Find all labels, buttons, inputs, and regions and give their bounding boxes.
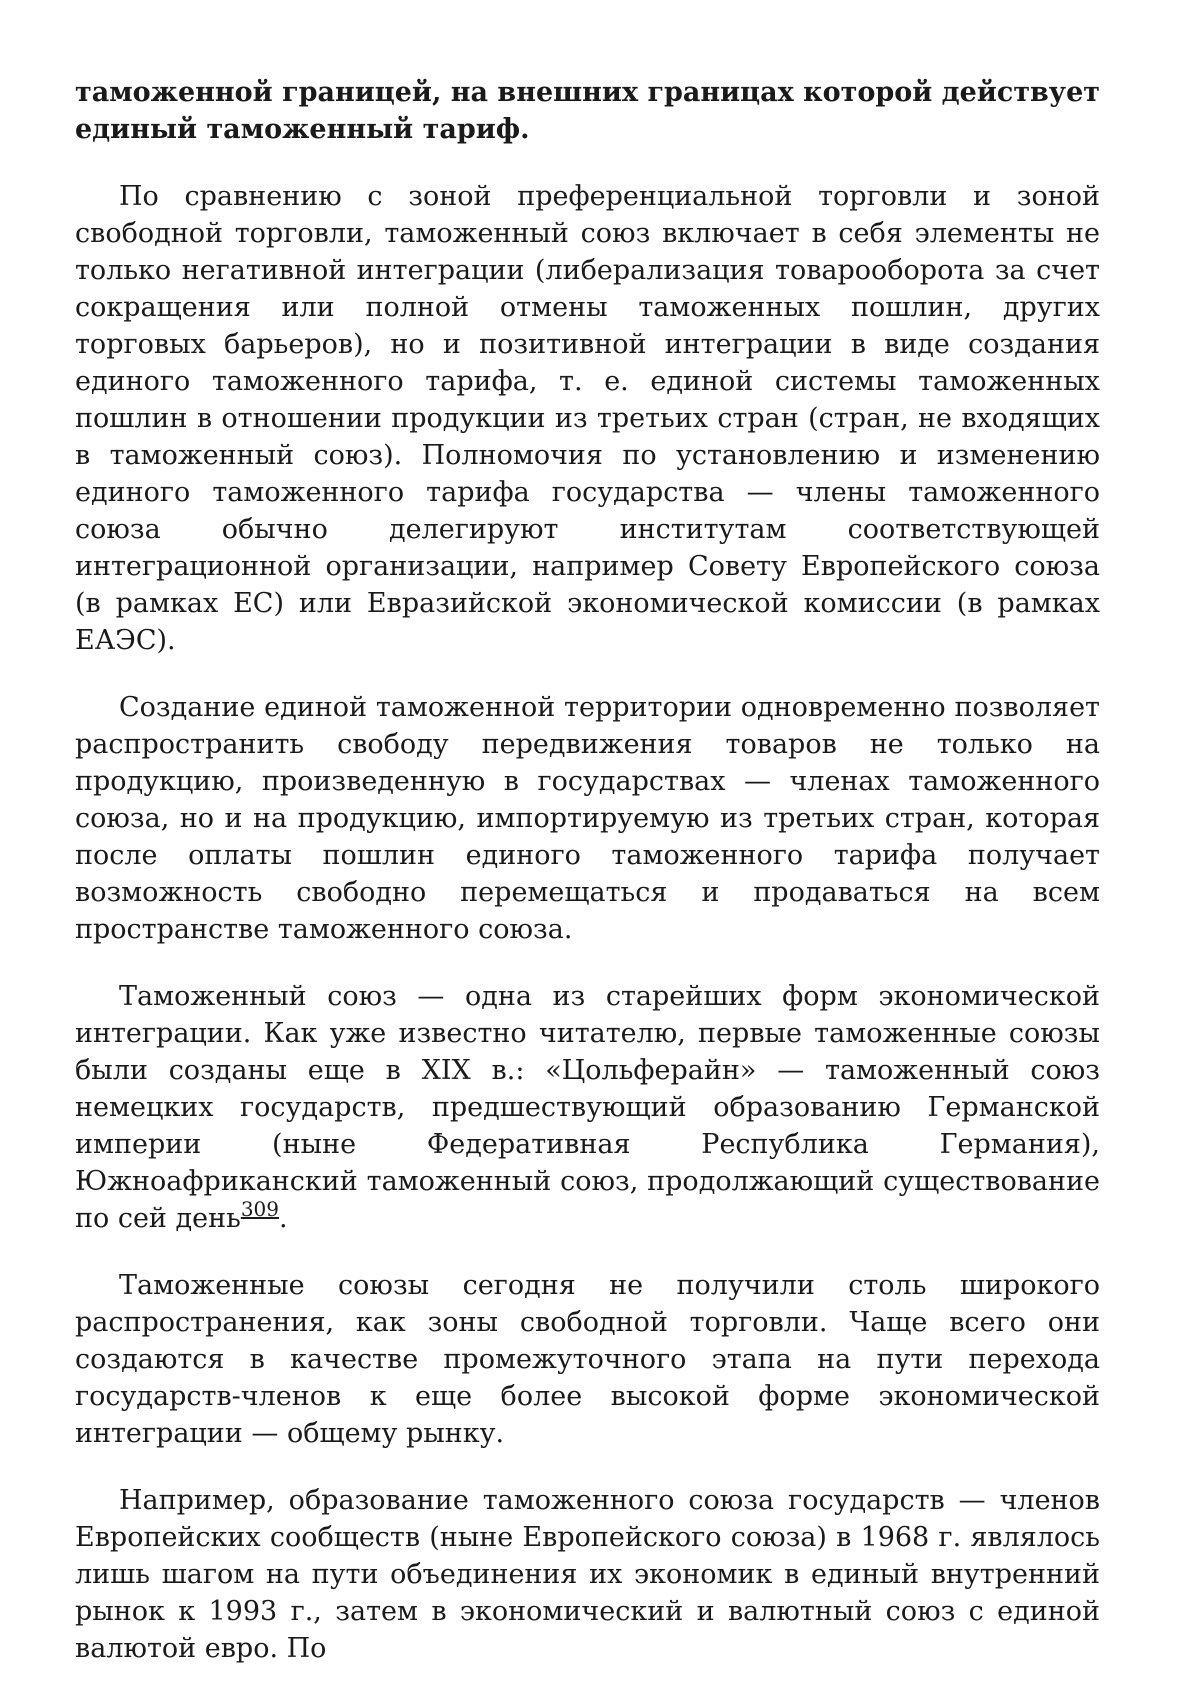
paragraph-3-tail: .	[279, 1203, 288, 1234]
lead-paragraph: таможенной границей, на внешних границах которой действует единый таможенный тариф.	[75, 77, 1100, 145]
paragraph-2: Создание единой таможенной территории одновременно позволяет распространить свободу передвижения товаров не только на продукцию, произведенную в государствах — членах таможенного союза, но и на продукцию, импортируемую из третьих стран, которая после оплаты пошлин единого таможенного тарифа получает возможность свободно перемещаться и продаваться на всем пространстве таможенного союза.	[75, 692, 1100, 945]
footnote-link[interactable]: 309	[240, 1197, 279, 1221]
paragraph-3-text: Таможенный союз — одна из старейших форм экономической интеграции. Как уже известно читателю, первые таможенные союзы были созданы еще в XIX в.: «Цольферайн» — таможенный союз немецких государств, предшествующий образованию Германской империи (ныне Федеративная Республика Германия), Южноафриканский таможенный союз, продолжающий существование по сей день	[75, 981, 1100, 1234]
paragraph-4: Таможенные союзы сегодня не получили столь широкого распространения, как зоны свободной торговли. Чаще всего они создаются в качестве промежуточного этапа на пути перехода государств-членов к еще более высокой форме экономической интеграции — общему рынку.	[75, 1270, 1100, 1449]
paragraph-5: Например, образование таможенного союза государств — членов Европейских сообществ (ныне Европейского союза) в 1968 г. являлось лишь шагом на пути объединения их экономик в единый внутренний рынок к 1993 г., затем в экономический и валютный союз с единой валютой евро. По	[75, 1485, 1100, 1664]
paragraph-1: По сравнению с зоной преференциальной торговли и зоной свободной торговли, таможенный союз включает в себя элементы не только негативной интеграции (либерализация товарооборота за счет сокращения или полной отмены таможенных пошлин, других торговых барьеров), но и позитивной интеграции в виде создания единого таможенного тарифа, т. е. единой системы таможенных пошлин в отношении продукции из третьих стран (стран, не входящих в таможенный союз). Полномочия по установлению и изменению единого таможенного тарифа государства — члены таможенного союза обычно делегируют институтам соответствующей интеграционной организации, например Совету Европейского союза (в рамках ЕС) или Евразийской экономической комиссии (в рамках ЕАЭС).	[75, 181, 1100, 656]
paragraph-3	[75, 978, 1100, 1237]
document-page	[75, 74, 1100, 1697]
